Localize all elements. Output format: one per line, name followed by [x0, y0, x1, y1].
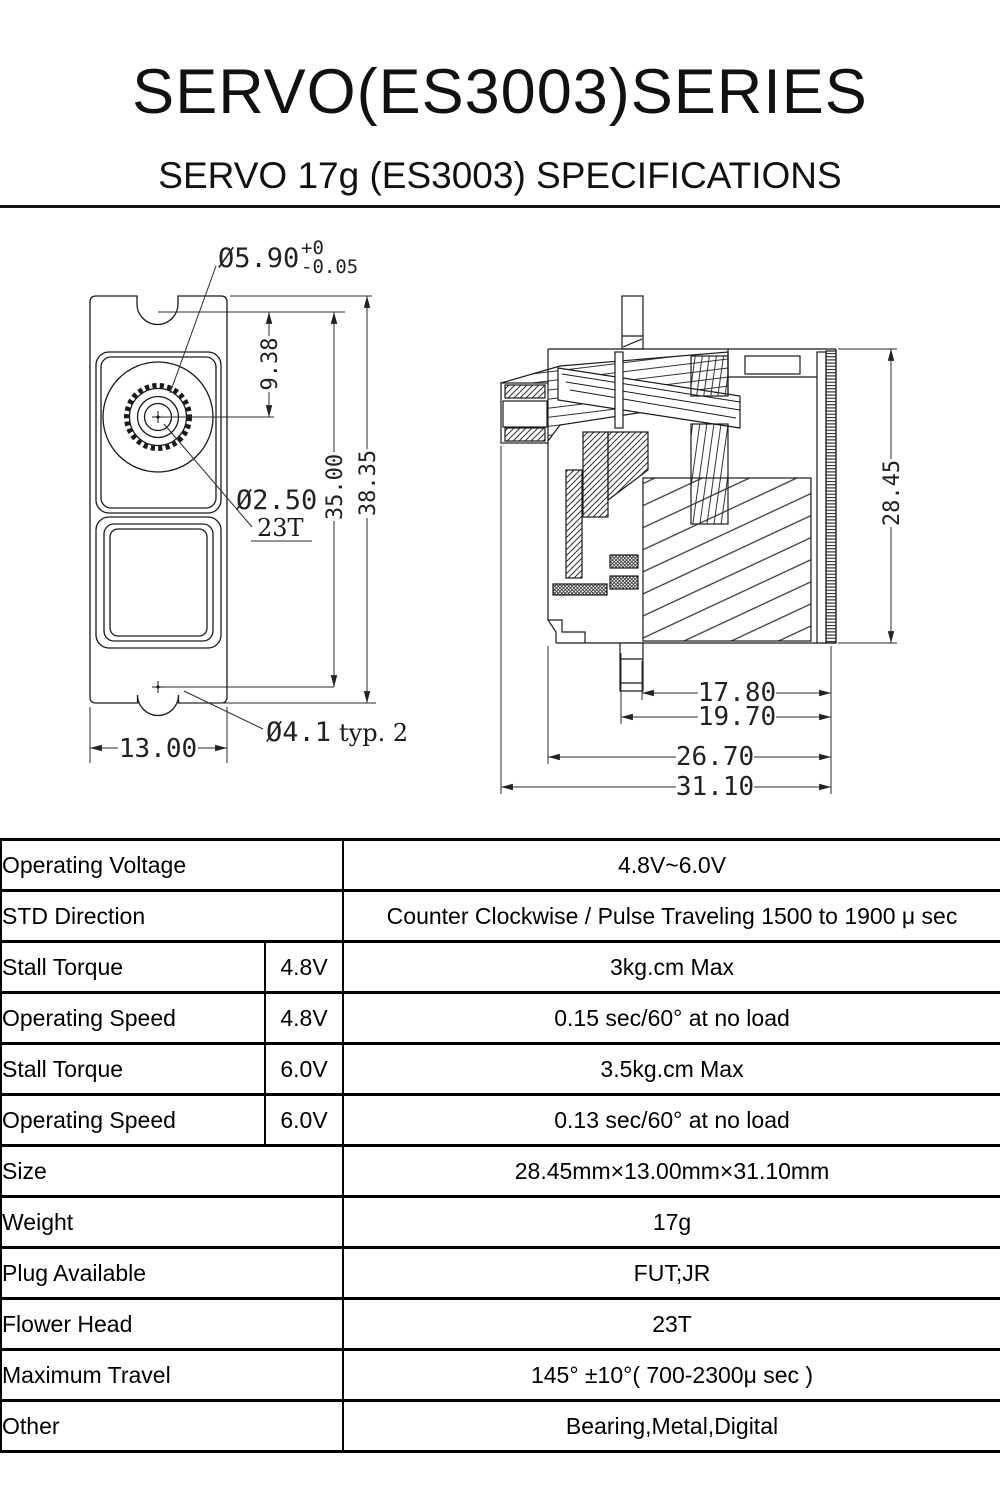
- table-row: [1, 840, 1000, 891]
- spec-value: 4.8V~6.0V: [343, 840, 1000, 891]
- spec-label: Size: [1, 1146, 343, 1197]
- dim-width-2: 19.70: [697, 702, 777, 732]
- spec-value: 0.15 sec/60° at no load: [343, 993, 1000, 1044]
- spec-label: Maximum Travel: [1, 1350, 343, 1401]
- dim-case-height: 28.45: [880, 459, 905, 527]
- spec-value: FUT;JR: [343, 1248, 1000, 1299]
- table-row: [1, 993, 1000, 1044]
- spec-label: Stall Torque: [1, 1044, 265, 1095]
- side-view-drawing: [501, 296, 836, 691]
- dim-shaft-diameter: Ø2.50: [236, 485, 318, 516]
- spec-label: Plug Available: [1, 1248, 343, 1299]
- spec-voltage: 6.0V: [265, 1044, 343, 1095]
- table-row: [1, 1299, 1000, 1350]
- dim-spline-teeth: 23T: [257, 514, 304, 542]
- dim-spline-tol-minus: -0.05: [301, 256, 359, 278]
- dim-overall-height: 38.35: [356, 449, 381, 517]
- spec-label: Operating Voltage: [2, 851, 187, 878]
- table-row: [1, 1146, 1000, 1197]
- table-row: [1, 1248, 1000, 1299]
- spec-label: STD Direction: [1, 891, 343, 942]
- spec-value: 3kg.cm Max: [343, 942, 1000, 993]
- front-view-drawing: [90, 296, 227, 716]
- dim-width-3: 26.70: [675, 742, 755, 772]
- spec-voltage: 6.0V: [265, 1095, 343, 1146]
- dim-spline-tol-plus: +0: [301, 237, 324, 259]
- dim-overall-width: 31.10: [675, 772, 755, 802]
- spec-voltage: 4.8V: [265, 942, 343, 993]
- table-row: [1, 942, 1000, 993]
- spec-label: Flower Head: [1, 1299, 343, 1350]
- dim-spline-diameter: Ø5.90: [218, 243, 300, 274]
- table-row: [1, 1095, 1000, 1146]
- spec-value: Bearing,Metal,Digital: [343, 1401, 1000, 1452]
- dim-body-width: 13.00: [118, 734, 198, 764]
- page-title: SERVO(ES3003)SERIES: [132, 57, 868, 127]
- table-row: [1, 1401, 1000, 1452]
- page-subtitle: SERVO 17g (ES3003) SPECIFICATIONS: [158, 155, 842, 196]
- spec-value: Counter Clockwise / Pulse Traveling 1500 to 1900 μ sec: [343, 891, 1000, 942]
- spec-label: Operating Speed: [1, 1095, 265, 1146]
- table-row: [1, 1350, 1000, 1401]
- spec-value: 17g: [343, 1197, 1000, 1248]
- spec-table: [0, 838, 1000, 1453]
- dim-mount-hole-diameter: Ø4.1: [266, 717, 332, 748]
- spec-label: Weight: [1, 1197, 343, 1248]
- spec-label: Operating Speed: [1, 993, 265, 1044]
- spec-label: Other: [1, 1401, 343, 1452]
- front-view-dimensions: [90, 237, 408, 764]
- dim-body-height: 35.00: [323, 453, 348, 521]
- spec-voltage: 4.8V: [265, 993, 343, 1044]
- spec-value: 0.13 sec/60° at no load: [343, 1095, 1000, 1146]
- spec-label: Stall Torque: [1, 942, 265, 993]
- spec-value: 28.45mm×13.00mm×31.10mm: [343, 1146, 1000, 1197]
- spec-value: 3.5kg.cm Max: [343, 1044, 1000, 1095]
- dim-spline-offset: 9.38: [258, 337, 283, 391]
- spec-value: 23T: [343, 1299, 1000, 1350]
- spec-value: 145° ±10°( 700-2300μ sec ): [343, 1350, 1000, 1401]
- table-row: [1, 1197, 1000, 1248]
- table-row: [1, 891, 1000, 942]
- dim-width-1: 17.80: [697, 678, 777, 708]
- dim-mount-hole-note: typ. 2: [339, 719, 409, 747]
- table-row: [1, 1044, 1000, 1095]
